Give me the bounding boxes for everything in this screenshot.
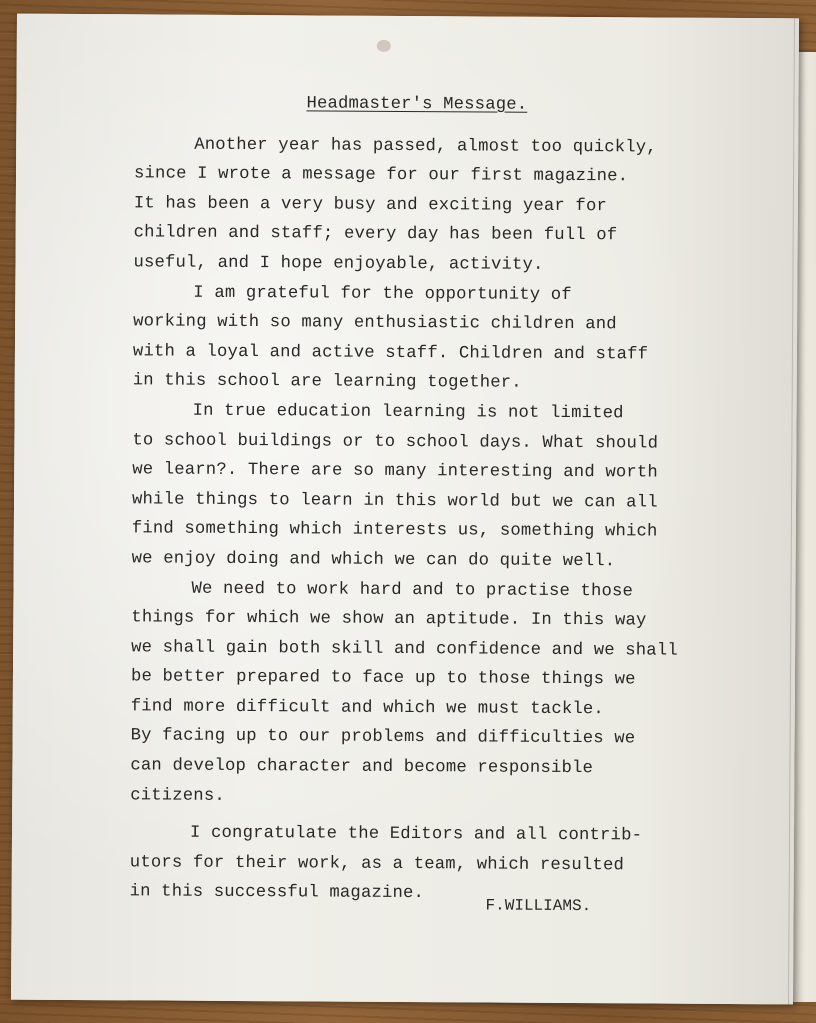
text-line: In true education learning is not limited <box>192 401 624 424</box>
text-line: we learn?. There are so many interesting and worth <box>132 460 659 483</box>
text-line: in this successful magazine. <box>129 882 425 904</box>
paragraph-5 <box>130 819 771 912</box>
message-body <box>130 88 775 911</box>
text-line: be better prepared to face up to those things we <box>130 667 636 690</box>
paragraph-2 <box>133 278 774 400</box>
text-line: in this school are learning together. <box>132 371 522 394</box>
text-line: We need to work hard and to practise those <box>191 579 634 601</box>
text-line: while things to learn in this world but we can all <box>131 490 658 513</box>
paragraph-3 <box>132 396 773 577</box>
text-line: citizens. <box>130 785 225 806</box>
text-line: By facing up to our problems and difficulties we <box>130 726 636 749</box>
text-line: to school buildings or to school days. What should <box>132 430 659 454</box>
text-line: with a loyal and active staff. Children and staff <box>132 342 649 365</box>
text-line: working with so many enthusiastic children and <box>133 312 617 335</box>
text-line: I am grateful for the opportunity of <box>193 283 572 305</box>
text-line: children and staff; every day has been full of <box>133 223 618 246</box>
signature: F.WILLIAMS. <box>485 896 592 916</box>
text-line: we shall gain both skill and confidence and we shall <box>131 638 678 661</box>
text-line: It has been a very busy and exciting year for <box>133 194 608 217</box>
paragraph-1 <box>133 130 774 282</box>
text-line: utors for their work, as a team, which resulted <box>129 853 625 876</box>
text-line: useful, and I hope enjoyable, activity. <box>133 253 544 275</box>
text-line: find more difficult and which we must tackle. <box>130 697 604 720</box>
text-line: find something which interests us, something which <box>131 519 658 542</box>
text-line: Another year has passed, almost too quickly, <box>194 135 657 158</box>
paper-smudge <box>377 40 391 52</box>
text-line: things for which we show an aptitude. In this way <box>131 608 647 631</box>
document-page <box>11 14 799 1005</box>
text-line: I congratulate the Editors and all contrib- <box>189 823 643 846</box>
page-title: Headmaster's Message. <box>306 94 528 115</box>
text-line: since I wrote a message for our first magazine. <box>133 164 629 187</box>
text-line: can develop character and become responsible <box>130 756 594 779</box>
paragraph-4 <box>130 574 771 815</box>
text-line: we enjoy doing and which we can do quite well. <box>131 549 616 572</box>
